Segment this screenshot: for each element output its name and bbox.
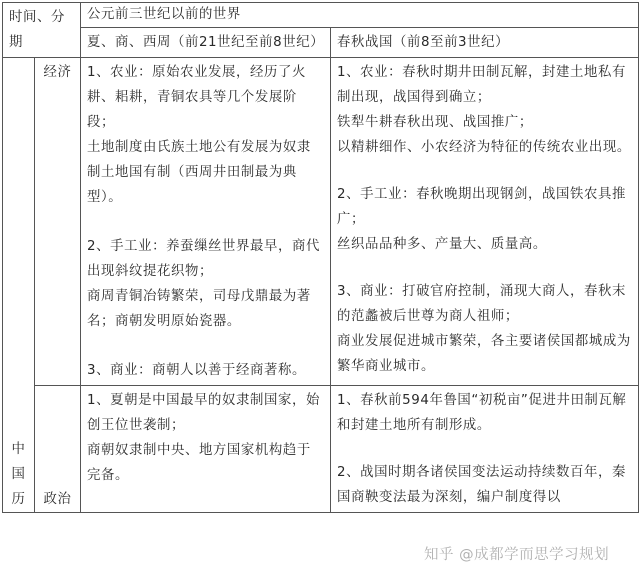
politics-spring-line-1: 1、春秋前594年鲁国“初税亩”促进井田制瓦解和封建土地所有制形成。 — [337, 393, 627, 433]
region-cell — [3, 58, 35, 513]
header-row-columns — [3, 28, 639, 58]
era-title-cell — [81, 3, 639, 28]
economy-xia-line-2: 土地制度由氏族土地公有发展为奴隶制土地国有制（西周井田制最为典型）。 — [87, 140, 311, 205]
politics-xia-line-2: 商朝奴隶制中央、地方国家机构趋于完备。 — [87, 443, 311, 483]
economy-spring-line-4: 2、手工业：春秋晚期出现钢剑，战国铁农具推广； — [337, 187, 626, 227]
economy-xia-line-3: 2、手工业：养蚕缫丝世界最早，商代出现斜纹提花织物； — [87, 239, 320, 279]
politics-xia-cell — [81, 386, 331, 513]
economy-label-cell — [35, 58, 81, 386]
economy-spring-line-7: 商业发展促进城市繁荣，各主要诸侯国都城成为繁华商业城市。 — [337, 334, 631, 374]
col-header-spring-label: 春秋战国（前8至前3世纪） — [337, 35, 510, 50]
col-header-xia-label: 夏、商、西周（前21世纪至前8世纪） — [87, 35, 325, 50]
politics-row — [3, 386, 639, 513]
col-header-spring — [331, 28, 639, 58]
economy-xia-line-4: 商周青铜冶铸繁荣，司母戊鼎最为著名；商朝发明原始瓷器。 — [87, 289, 311, 329]
economy-spring-line-2: 铁犁牛耕春秋出现、战国推广； — [337, 115, 533, 130]
politics-label: 政治 — [43, 492, 72, 507]
economy-xia-cell — [81, 58, 331, 386]
region-char-2: 国 — [11, 467, 26, 482]
economy-spring-line-1: 1、农业：春秋时期井田制瓦解，封建土地私有制出现，战国得到确立； — [337, 65, 626, 105]
politics-xia-line-1: 1、夏朝是中国最早的奴隶制国家，始创王位世袭制； — [87, 393, 320, 433]
history-table — [2, 2, 639, 513]
region-char-3: 历 — [11, 492, 26, 507]
region-char-1: 中 — [11, 442, 26, 457]
economy-label: 经济 — [43, 65, 72, 80]
header-row-era — [3, 3, 639, 28]
period-header-label: 时间、分期 — [9, 10, 65, 50]
period-header-cell — [3, 3, 81, 58]
economy-row — [3, 58, 639, 386]
economy-spring-line-6: 3、商业：打破官府控制，涌现大商人，春秋末的范蠡被后世尊为商人祖师； — [337, 284, 626, 324]
economy-spring-cell — [331, 58, 639, 386]
politics-spring-line-2: 2、战国时期各诸侯国变法运动持续数百年，秦国商鞅变法最为深刻，编户制度得以 — [337, 465, 626, 505]
economy-spring-line-5: 丝织品品种多、产量大、质量高。 — [337, 237, 547, 252]
era-title: 公元前三世纪以前的世界 — [87, 7, 241, 22]
politics-spring-cell — [331, 386, 639, 513]
watermark-text: 知乎 @成都学而思学习规划 — [424, 547, 610, 563]
economy-xia-line-1: 1、农业：原始农业发展，经历了火耕、耜耕，青铜农具等几个发展阶段； — [87, 65, 306, 130]
economy-spring-line-3: 以精耕细作、小农经济为特征的传统农业出现。 — [337, 140, 631, 155]
politics-label-cell — [35, 386, 81, 513]
economy-xia-line-5: 3、商业：商朝人以善于经商著称。 — [87, 363, 306, 378]
col-header-xia — [81, 28, 331, 58]
